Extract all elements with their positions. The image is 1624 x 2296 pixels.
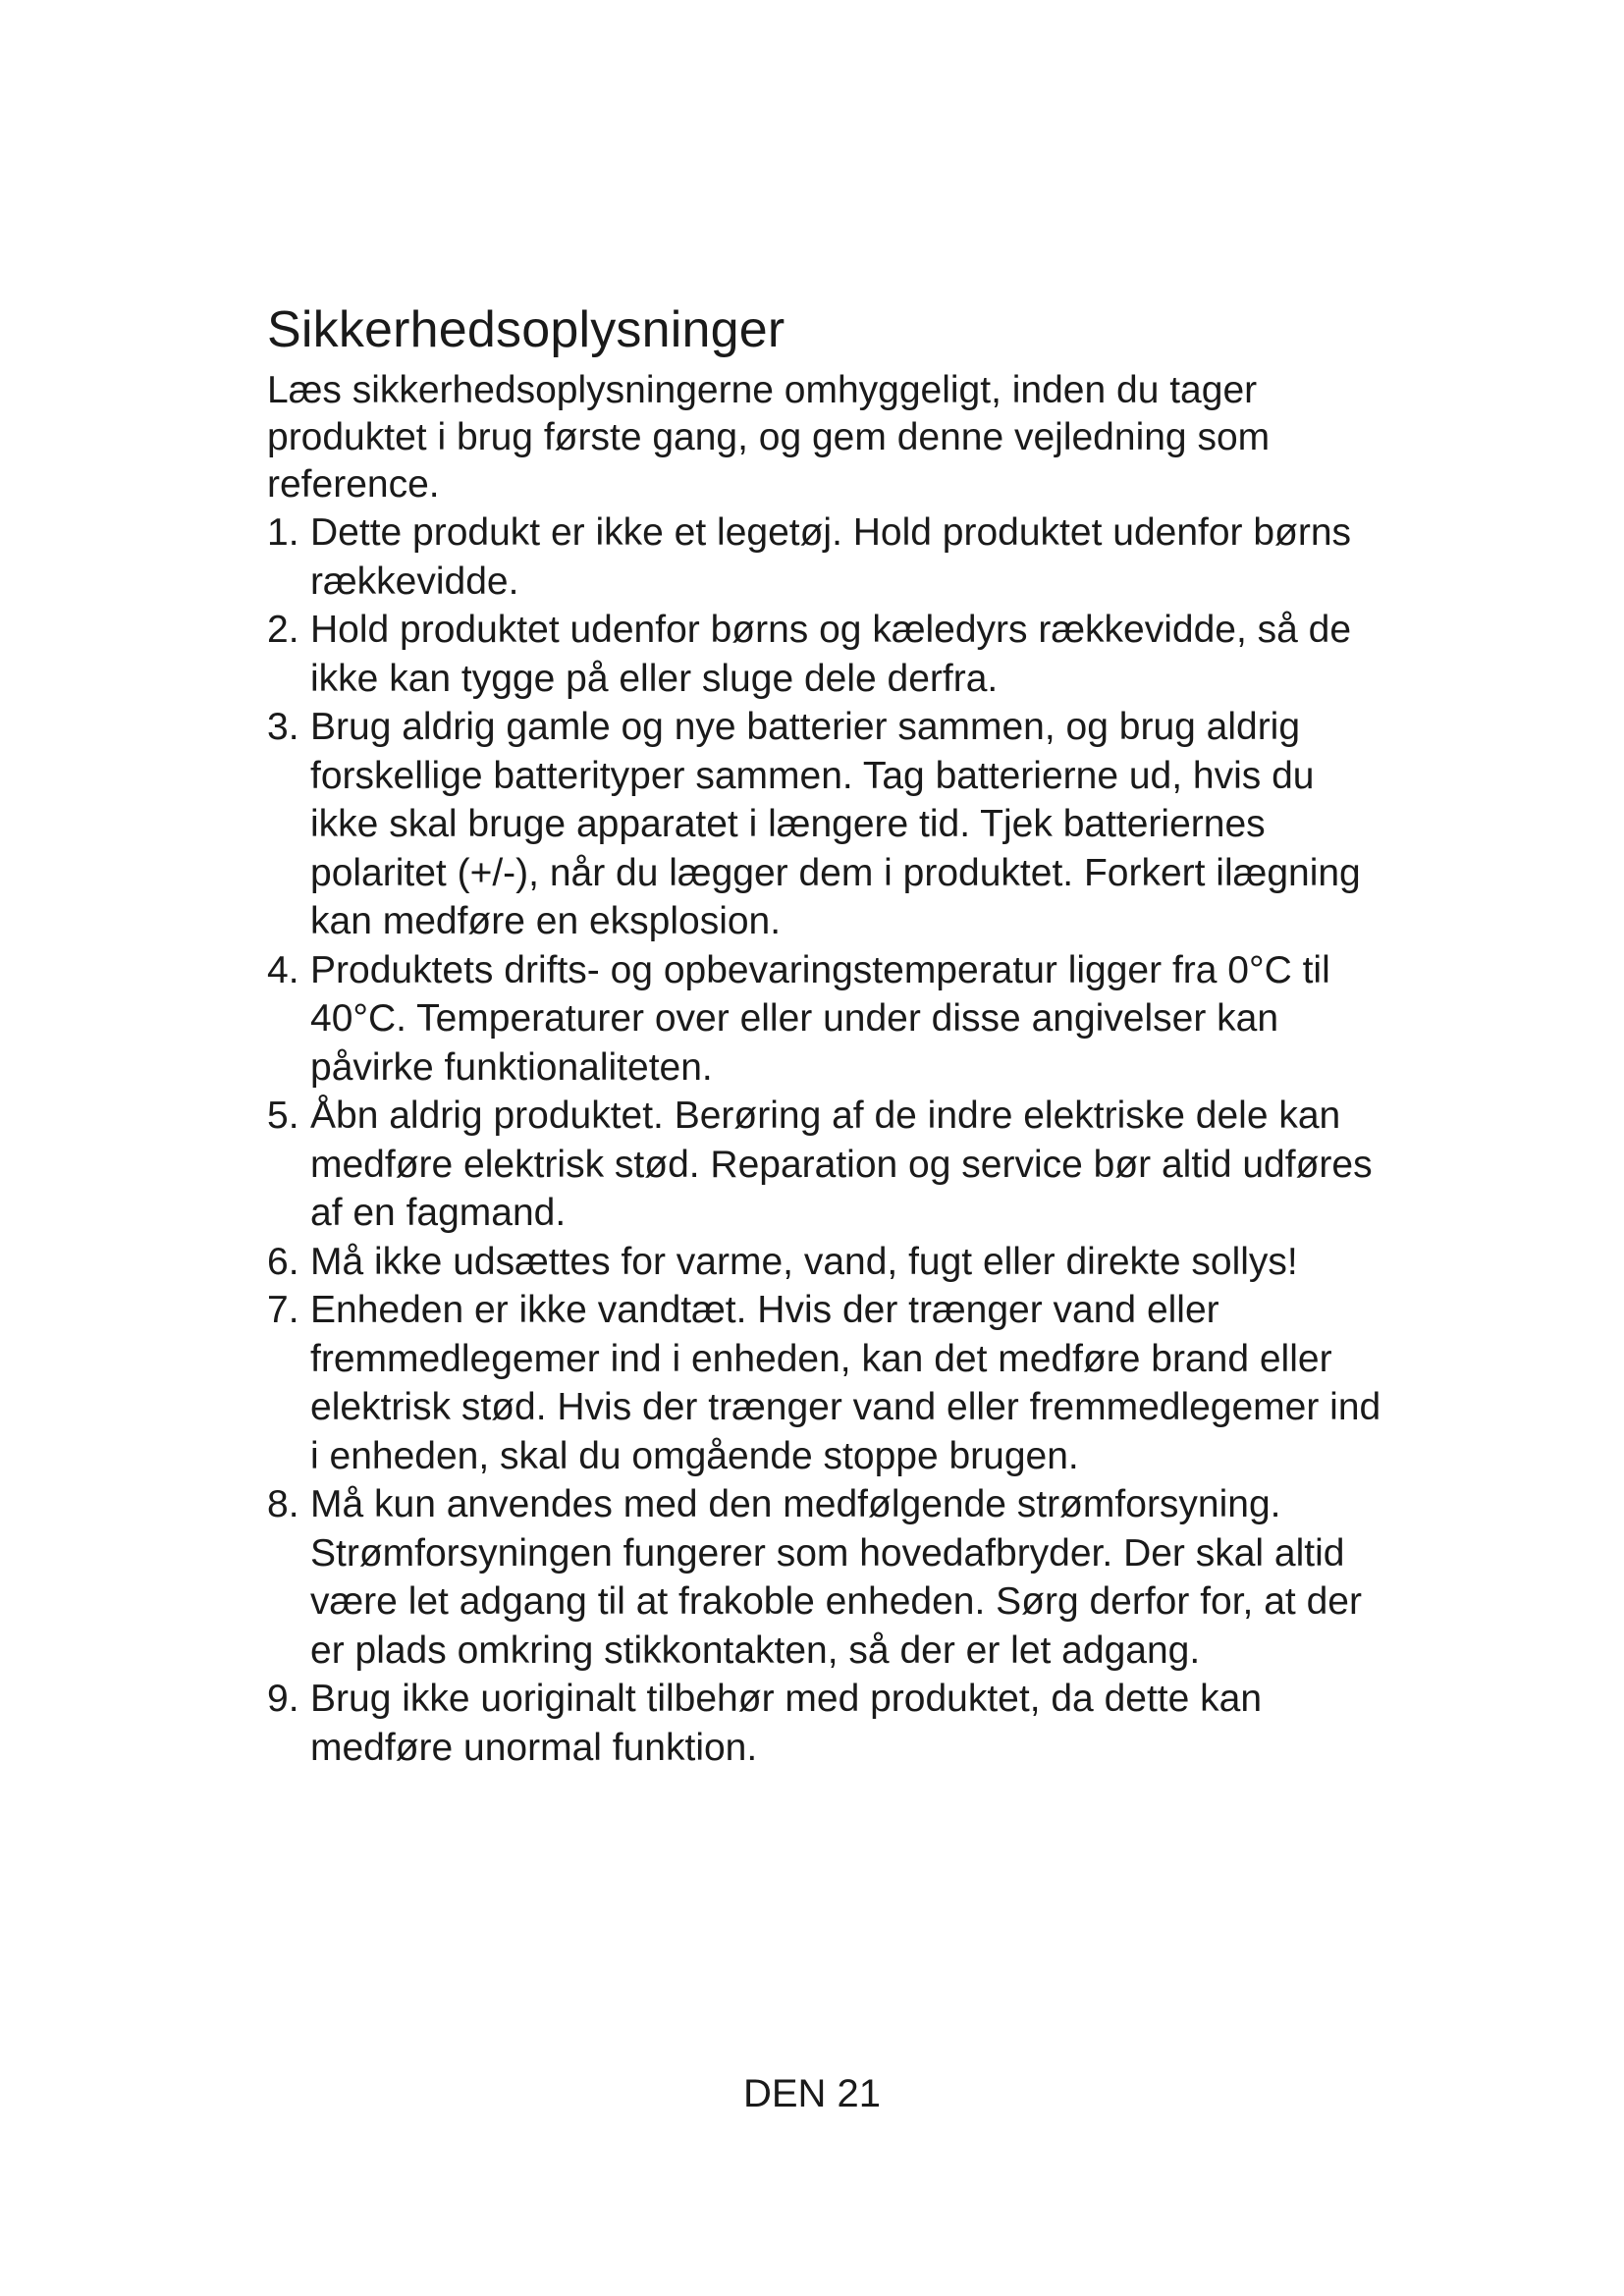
item-number: 8. — [267, 1483, 299, 1525]
item-text: Må ikke udsættes for varme, vand, fugt eller direkte sollys! — [310, 1240, 1298, 1283]
safety-list — [267, 508, 1386, 1772]
list-item — [267, 606, 1386, 703]
item-number: 9. — [267, 1678, 299, 1720]
item-number: 6. — [267, 1240, 299, 1283]
item-text: Enheden er ikke vandtæt. Hvis der trænger vand eller fremmedlegemer ind i enheden, kan det medføre brand eller elektrisk stød. Hvis der trænger vand eller fremmedlegemer ind i enheden, skal du omgående stoppe brugen. — [310, 1289, 1381, 1477]
item-text: Brug aldrig gamle og nye batterier sammen, og brug aldrig forskellige batterityper sammen. Tag batterierne ud, hvis du ikke skal bruge apparatet i længere tid. Tjek batteriernes polaritet (+/-), når du lægger dem i produktet. Forkert ilægning kan medføre en eksplosion. — [310, 706, 1361, 942]
item-number: 1. — [267, 511, 299, 554]
item-number: 3. — [267, 706, 299, 748]
list-item — [267, 1238, 1386, 1287]
item-text: Brug ikke uoriginalt tilbehør med produktet, da dette kan medføre unormal funktion. — [310, 1678, 1263, 1769]
page-title: Sikkerhedsoplysninger — [267, 301, 785, 358]
intro-paragraph: Læs sikkerhedsoplysningerne omhyggeligt, inden du tager produktet i brug første gang, og gem denne vejledning som reference. — [267, 369, 1271, 506]
item-text: Hold produktet udenfor børns og kæledyrs rækkevidde, så de ikke kan tygge på eller sluge dele derfra. — [310, 609, 1352, 700]
list-item — [267, 946, 1386, 1093]
page-content — [267, 293, 1386, 1772]
list-item — [267, 1675, 1386, 1772]
list-item — [267, 1286, 1386, 1480]
item-text: Må kun anvendes med den medfølgende strømforsyning. Strømforsyningen fungerer som hovedafbryder. Der skal altid være let adgang til at frakoble enheden. Sørg derfor for, at der er plads omkring stikkontakten, så der er let adgang. — [310, 1483, 1362, 1672]
item-text: Åbn aldrig produktet. Berøring af de indre elektriske dele kan medføre elektrisk stød. Reparation og service bør altid udføres af en fagmand. — [310, 1095, 1373, 1234]
page-number: DEN 21 — [742, 2072, 882, 2115]
list-item — [267, 508, 1386, 606]
item-number: 5. — [267, 1095, 299, 1137]
item-number: 4. — [267, 948, 299, 991]
list-item — [267, 1092, 1386, 1238]
item-text: Produktets drifts- og opbevaringstemperatur ligger fra 0°C til 40°C. Temperaturer over eller under disse angivelser kan påvirke funktionaliteten. — [310, 948, 1330, 1089]
list-item — [267, 1480, 1386, 1675]
item-number: 7. — [267, 1289, 299, 1331]
list-item — [267, 703, 1386, 946]
item-number: 2. — [267, 609, 299, 651]
item-text: Dette produkt er ikke et legetøj. Hold produktet udenfor børns rækkevidde. — [310, 511, 1352, 603]
